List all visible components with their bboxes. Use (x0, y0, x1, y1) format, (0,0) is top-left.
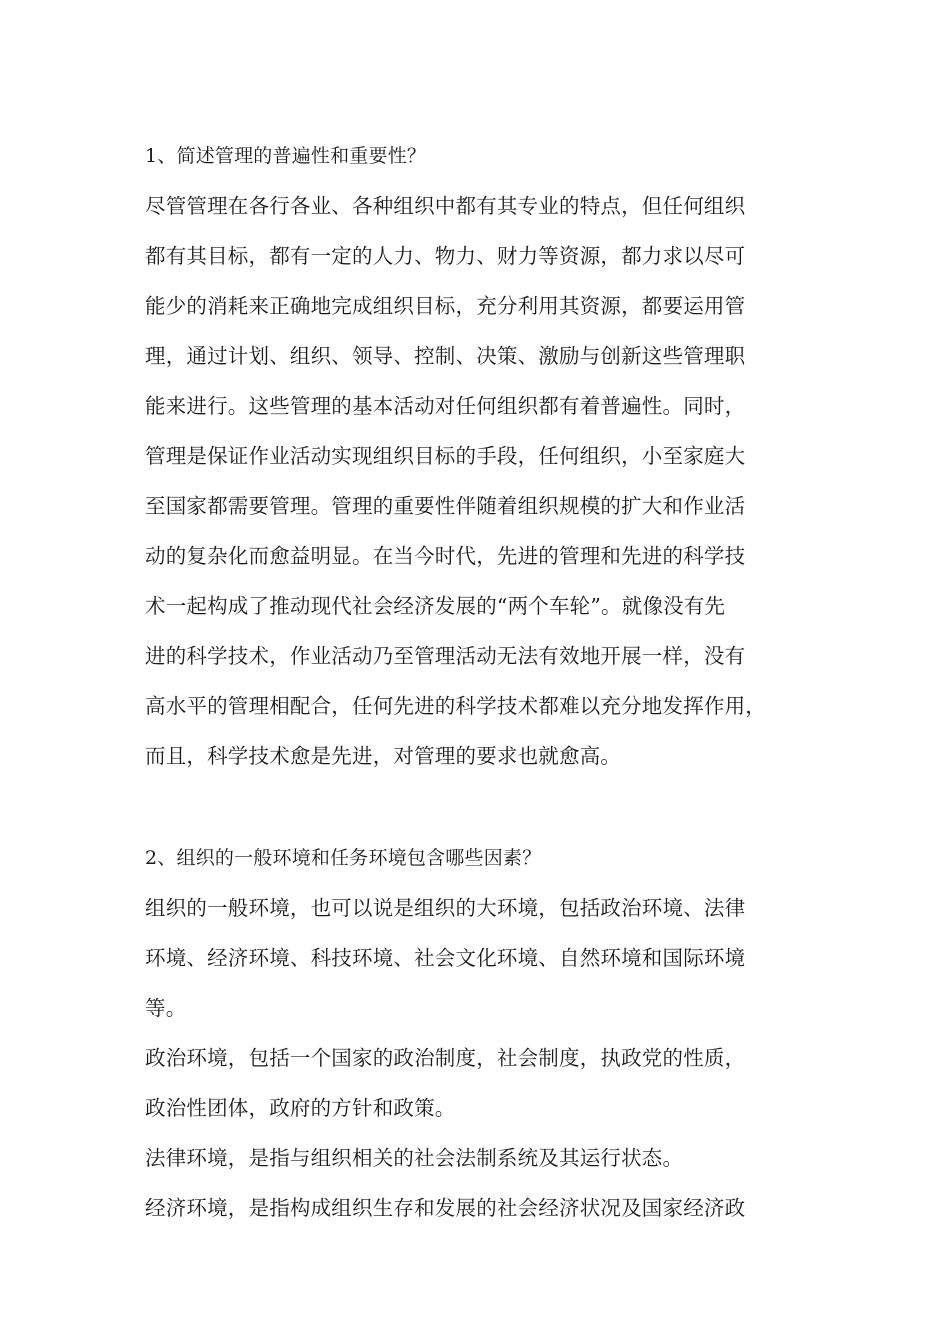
paragraph-line: 至国家都需要管理。管理的重要性伴随着组织规模的扩大和作业活 (145, 494, 746, 518)
section-heading: 2、组织的一般环境和任务环境包含哪些因素？ (145, 847, 542, 869)
section-heading: 1、简述管理的普遍性和重要性？ (145, 145, 427, 167)
section-2 (145, 833, 835, 1233)
paragraph-line: 术一起构成了推动现代社会经济发展的“两个车轮”。就像没有先 (145, 594, 726, 618)
paragraph-line: 法律环境，是指与组织相关的社会法制系统及其运行状态。 (145, 1146, 684, 1170)
paragraph-line: 动的复杂化而愈益明显。在当今时代，先进的管理和先进的科学技 (145, 544, 746, 568)
paragraph-line: 尽管管理在各行各业、各种组织中都有其专业的特点，但任何组织 (145, 194, 746, 218)
paragraph-line: 环境、经济环境、科技环境、社会文化环境、自然环境和国际环境 (145, 946, 746, 970)
paragraph-line: 都有其目标，都有一定的人力、物力、财力等资源，都力求以尽可 (145, 244, 746, 268)
paragraph-line: 政治环境，包括一个国家的政治制度，社会制度，执政党的性质， (145, 1046, 746, 1070)
paragraph-line: 理，通过计划、组织、领导、控制、决策、激励与创新这些管理职 (145, 344, 746, 368)
paragraph-line: 政治性团体，政府的方针和政策。 (145, 1096, 456, 1120)
paragraph-line: 管理是保证作业活动实现组织目标的手段，任何组织，小至家庭大 (145, 444, 746, 468)
paragraph-line: 组织的一般环境，也可以说是组织的大环境，包括政治环境、法律 (145, 896, 746, 920)
document-body (145, 131, 835, 1233)
paragraph-line: 高水平的管理相配合，任何先进的科学技术都难以充分地发挥作用， (145, 694, 766, 718)
paragraph-line: 能来进行。这些管理的基本活动对任何组织都有着普遍性。同时， (145, 394, 746, 418)
paragraph-line: 等。 (145, 996, 187, 1020)
paragraph-line: 能少的消耗来正确地完成组织目标，充分利用其资源，都要运用管 (145, 294, 746, 318)
paragraph-line: 经济环境，是指构成组织生存和发展的社会经济状况及国家经济政 (145, 1196, 746, 1220)
paragraph-line: 进的科学技术，作业活动乃至管理活动无法有效地开展一样，没有 (145, 644, 746, 668)
section-1 (145, 131, 835, 781)
paragraph-line: 而且，科学技术愈是先进，对管理的要求也就愈高。 (145, 744, 622, 768)
